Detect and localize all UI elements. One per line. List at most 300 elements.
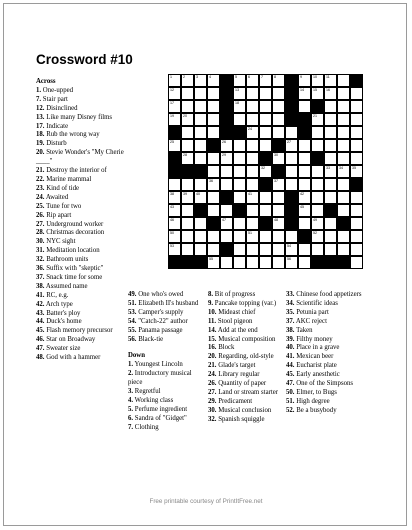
grid-cell[interactable] xyxy=(350,191,363,204)
grid-cell[interactable] xyxy=(220,178,233,191)
grid-cell[interactable] xyxy=(337,74,350,87)
grid-cell[interactable] xyxy=(194,152,207,165)
grid-cell[interactable] xyxy=(233,256,246,269)
grid-cell[interactable] xyxy=(259,256,272,269)
grid-block xyxy=(220,126,233,139)
across-clue xyxy=(36,131,126,140)
grid-cell[interactable] xyxy=(207,230,220,243)
grid-cell[interactable] xyxy=(311,178,324,191)
cell-number: 43 xyxy=(170,205,174,209)
clue-number: 20. xyxy=(36,149,45,157)
grid-cell[interactable] xyxy=(259,74,272,87)
grid-cell[interactable] xyxy=(246,113,259,126)
clue-number: 30. xyxy=(36,238,45,246)
grid-cell[interactable] xyxy=(350,152,363,165)
grid-cell[interactable] xyxy=(324,243,337,256)
grid-cell[interactable] xyxy=(350,87,363,100)
grid-cell[interactable] xyxy=(259,139,272,152)
grid-cell[interactable] xyxy=(246,139,259,152)
grid-cell[interactable] xyxy=(324,74,337,87)
cell-number: 46 xyxy=(170,218,174,222)
grid-block xyxy=(350,178,363,191)
grid-cell[interactable] xyxy=(168,139,181,152)
grid-block xyxy=(220,74,233,87)
down-clue-list xyxy=(128,361,204,432)
crossword-grid xyxy=(168,74,363,269)
grid-cell[interactable] xyxy=(194,126,207,139)
grid-block xyxy=(233,204,246,217)
clue-text: Quantity of paper xyxy=(216,380,267,388)
grid-cell[interactable] xyxy=(350,139,363,152)
grid-cell[interactable] xyxy=(324,87,337,100)
grid-block xyxy=(181,165,194,178)
clue-text: Sweater size xyxy=(44,345,81,353)
across-clue xyxy=(36,185,126,194)
grid-cell[interactable] xyxy=(285,243,298,256)
grid-cell[interactable] xyxy=(311,243,324,256)
grid-cell[interactable] xyxy=(246,204,259,217)
grid-cell[interactable] xyxy=(311,113,324,126)
grid-cell[interactable] xyxy=(207,74,220,87)
cell-number: 47 xyxy=(222,218,226,222)
grid-cell[interactable] xyxy=(337,165,350,178)
grid-cell[interactable] xyxy=(220,256,233,269)
grid-cell[interactable] xyxy=(272,74,285,87)
grid-cell[interactable] xyxy=(324,217,337,230)
grid-cell[interactable] xyxy=(350,243,363,256)
grid-cell[interactable] xyxy=(298,74,311,87)
grid-cell[interactable] xyxy=(207,256,220,269)
across-clue xyxy=(36,310,126,319)
grid-cell[interactable] xyxy=(181,152,194,165)
grid-cell[interactable] xyxy=(350,100,363,113)
clue-text: Eucharist plate xyxy=(294,362,337,370)
down-clue-list-continued-2 xyxy=(286,291,368,416)
grid-cell[interactable] xyxy=(259,204,272,217)
grid-cell[interactable] xyxy=(311,74,324,87)
across-clue xyxy=(36,87,126,96)
grid-cell[interactable] xyxy=(259,126,272,139)
grid-cell[interactable] xyxy=(350,230,363,243)
grid-cell[interactable] xyxy=(181,139,194,152)
grid-cell[interactable] xyxy=(337,152,350,165)
clue-text: Filthy money xyxy=(294,335,333,343)
grid-cell[interactable] xyxy=(324,126,337,139)
grid-cell[interactable] xyxy=(168,87,181,100)
grid-cell[interactable] xyxy=(181,178,194,191)
grid-cell[interactable] xyxy=(285,152,298,165)
clue-text: Youngest Lincoln xyxy=(133,361,183,369)
grid-cell[interactable] xyxy=(298,165,311,178)
grid-cell[interactable] xyxy=(272,217,285,230)
grid-cell[interactable] xyxy=(272,178,285,191)
grid-block xyxy=(324,256,337,269)
cell-number: 19 xyxy=(170,114,174,118)
across-clue xyxy=(36,247,126,256)
grid-cell[interactable] xyxy=(272,204,285,217)
grid-block xyxy=(311,256,324,269)
down-clue xyxy=(208,362,282,371)
down-clue xyxy=(286,327,368,336)
grid-cell[interactable] xyxy=(311,165,324,178)
down-clue xyxy=(208,371,282,380)
across-clue xyxy=(36,212,126,221)
grid-cell[interactable] xyxy=(246,217,259,230)
grid-cell[interactable] xyxy=(272,152,285,165)
down-clue xyxy=(286,309,368,318)
grid-cell[interactable] xyxy=(220,217,233,230)
grid-cell[interactable] xyxy=(324,113,337,126)
across-clue-list xyxy=(36,87,126,363)
cell-number: 42 xyxy=(300,192,304,196)
grid-cell[interactable] xyxy=(246,87,259,100)
grid-cell[interactable] xyxy=(259,243,272,256)
grid-cell[interactable] xyxy=(233,87,246,100)
cell-number: 5 xyxy=(235,75,237,79)
grid-cell[interactable] xyxy=(233,230,246,243)
grid-cell[interactable] xyxy=(337,87,350,100)
grid-cell[interactable] xyxy=(194,100,207,113)
grid-cell[interactable] xyxy=(168,217,181,230)
grid-cell[interactable] xyxy=(207,87,220,100)
grid-cell[interactable] xyxy=(168,230,181,243)
grid-cell[interactable] xyxy=(298,256,311,269)
clue-text: Tune for two xyxy=(44,202,82,210)
down-clue xyxy=(128,415,204,424)
grid-cell[interactable] xyxy=(298,178,311,191)
grid-block xyxy=(324,204,337,217)
grid-cell[interactable] xyxy=(298,204,311,217)
clue-text: Be a busybody xyxy=(294,406,337,414)
grid-cell[interactable] xyxy=(285,126,298,139)
grid-cell[interactable] xyxy=(246,126,259,139)
grid-cell[interactable] xyxy=(337,139,350,152)
clue-number: 55. xyxy=(128,326,137,334)
grid-cell[interactable] xyxy=(207,178,220,191)
grid-cell[interactable] xyxy=(259,113,272,126)
grid-cell[interactable] xyxy=(207,113,220,126)
clue-number: 37. xyxy=(36,273,45,281)
clue-text: NYC sight xyxy=(44,238,76,246)
across-clue xyxy=(36,354,126,363)
grid-cell[interactable] xyxy=(311,230,324,243)
grid-cell[interactable] xyxy=(220,204,233,217)
cell-number: 45 xyxy=(300,205,304,209)
grid-cell[interactable] xyxy=(181,217,194,230)
grid-cell[interactable] xyxy=(311,191,324,204)
grid-cell[interactable] xyxy=(168,204,181,217)
cell-number: 24 xyxy=(248,127,252,131)
grid-cell[interactable] xyxy=(350,217,363,230)
grid-cell[interactable] xyxy=(220,165,233,178)
grid-cell[interactable] xyxy=(337,204,350,217)
grid-cell[interactable] xyxy=(181,230,194,243)
clue-number: 42. xyxy=(36,300,45,308)
grid-cell[interactable] xyxy=(337,113,350,126)
grid-cell[interactable] xyxy=(181,126,194,139)
grid-cell[interactable] xyxy=(350,256,363,269)
grid-cell[interactable] xyxy=(324,178,337,191)
grid-cell[interactable] xyxy=(350,113,363,126)
across-clue xyxy=(128,300,204,309)
grid-cell[interactable] xyxy=(207,100,220,113)
grid-cell[interactable] xyxy=(181,113,194,126)
grid-cell[interactable] xyxy=(272,191,285,204)
cell-number: 39 xyxy=(183,192,187,196)
grid-cell[interactable] xyxy=(259,100,272,113)
grid-cell[interactable] xyxy=(285,165,298,178)
grid-cell[interactable] xyxy=(272,256,285,269)
grid-cell[interactable] xyxy=(337,230,350,243)
grid-block xyxy=(285,87,298,100)
clue-text: Introductory musical piece xyxy=(128,370,192,387)
grid-cell[interactable] xyxy=(311,87,324,100)
grid-cell[interactable] xyxy=(233,217,246,230)
grid-cell[interactable] xyxy=(246,74,259,87)
grid-cell[interactable] xyxy=(311,204,324,217)
grid-cell[interactable] xyxy=(194,243,207,256)
clue-number: 32. xyxy=(36,256,45,264)
grid-cell[interactable] xyxy=(337,126,350,139)
cell-number: 36 xyxy=(209,179,213,183)
grid-cell[interactable] xyxy=(259,87,272,100)
grid-cell[interactable] xyxy=(298,217,311,230)
cell-number: 30 xyxy=(274,153,278,157)
grid-cell[interactable] xyxy=(181,87,194,100)
across-clue xyxy=(36,123,126,132)
clue-text: Rip apart xyxy=(44,211,72,219)
grid-block xyxy=(220,191,233,204)
grid-cell[interactable] xyxy=(337,243,350,256)
grid-cell[interactable] xyxy=(246,230,259,243)
clue-text: Disinclined xyxy=(44,104,78,112)
grid-cell[interactable] xyxy=(298,191,311,204)
clue-text: Regarding, old-style xyxy=(216,353,274,361)
grid-cell[interactable] xyxy=(259,165,272,178)
clue-text: Spanish squiggle xyxy=(216,415,265,423)
grid-block xyxy=(285,100,298,113)
grid-cell[interactable] xyxy=(298,139,311,152)
grid-cell[interactable] xyxy=(220,139,233,152)
grid-block xyxy=(194,165,207,178)
across-clue xyxy=(36,336,126,345)
down-clue xyxy=(286,362,368,371)
clue-number: 47. xyxy=(286,380,295,388)
clue-column-3 xyxy=(208,291,282,425)
grid-cell[interactable] xyxy=(324,165,337,178)
grid-cell[interactable] xyxy=(298,87,311,100)
cell-number: 16 xyxy=(326,88,330,92)
grid-cell[interactable] xyxy=(220,152,233,165)
down-clue xyxy=(208,344,282,353)
grid-cell[interactable] xyxy=(298,100,311,113)
grid-cell[interactable] xyxy=(181,191,194,204)
grid-cell[interactable] xyxy=(168,178,181,191)
clue-text: Library regular xyxy=(216,371,260,379)
grid-cell[interactable] xyxy=(272,87,285,100)
grid-cell[interactable] xyxy=(246,178,259,191)
clue-text: Mexican beer xyxy=(294,353,334,361)
grid-block xyxy=(311,152,324,165)
clue-number: 10. xyxy=(208,308,217,316)
grid-cell[interactable] xyxy=(233,165,246,178)
grid-cell[interactable] xyxy=(194,178,207,191)
down-clue xyxy=(128,424,204,433)
cell-number: 34 xyxy=(339,166,343,170)
footer-credit: Free printable courtesy of PrintItFree.net xyxy=(149,498,263,505)
grid-cell[interactable] xyxy=(194,139,207,152)
grid-cell[interactable] xyxy=(220,230,233,243)
grid-block xyxy=(181,256,194,269)
grid-cell[interactable] xyxy=(194,191,207,204)
cell-number: 12 xyxy=(170,88,174,92)
grid-cell[interactable] xyxy=(207,204,220,217)
grid-cell[interactable] xyxy=(324,191,337,204)
cell-number: 1 xyxy=(170,75,172,79)
grid-cell[interactable] xyxy=(181,204,194,217)
grid-cell[interactable] xyxy=(324,139,337,152)
grid-cell[interactable] xyxy=(298,152,311,165)
grid-cell[interactable] xyxy=(207,165,220,178)
clue-text: Bit of progress xyxy=(213,291,256,298)
grid-cell[interactable] xyxy=(350,165,363,178)
grid-block xyxy=(298,230,311,243)
grid-cell[interactable] xyxy=(194,230,207,243)
clue-number: 48. xyxy=(36,354,45,362)
grid-cell[interactable] xyxy=(337,178,350,191)
grid-cell[interactable] xyxy=(207,191,220,204)
clue-text: Predicament xyxy=(216,397,253,405)
grid-cell[interactable] xyxy=(233,74,246,87)
down-clue xyxy=(286,407,368,416)
grid-cell[interactable] xyxy=(168,74,181,87)
grid-cell[interactable] xyxy=(285,256,298,269)
grid-cell[interactable] xyxy=(207,243,220,256)
grid-cell[interactable] xyxy=(168,113,181,126)
grid-cell[interactable] xyxy=(181,100,194,113)
grid-block xyxy=(259,178,272,191)
grid-cell[interactable] xyxy=(324,230,337,243)
clue-number: 15. xyxy=(208,335,217,343)
clue-text: High degree xyxy=(294,397,330,405)
grid-cell[interactable] xyxy=(168,243,181,256)
grid-cell[interactable] xyxy=(285,139,298,152)
grid-cell[interactable] xyxy=(272,113,285,126)
grid-cell[interactable] xyxy=(233,178,246,191)
grid-cell[interactable] xyxy=(350,204,363,217)
clue-number: 25. xyxy=(36,202,45,210)
grid-cell[interactable] xyxy=(350,126,363,139)
grid-cell[interactable] xyxy=(246,152,259,165)
grid-cell[interactable] xyxy=(272,243,285,256)
clue-text: Place in a grave xyxy=(294,344,340,352)
grid-block xyxy=(207,217,220,230)
grid-cell[interactable] xyxy=(233,139,246,152)
down-clue xyxy=(208,336,282,345)
grid-cell[interactable] xyxy=(285,178,298,191)
clue-text: Stevie Wonder's "My Cherie ____" xyxy=(36,149,124,166)
clue-text: Stool pigeon xyxy=(216,317,253,325)
down-clue xyxy=(286,291,368,300)
cell-number: 20 xyxy=(183,114,187,118)
across-clue xyxy=(128,291,204,300)
down-clue xyxy=(208,407,282,416)
grid-cell[interactable] xyxy=(285,230,298,243)
grid-cell[interactable] xyxy=(233,191,246,204)
down-clue xyxy=(208,327,282,336)
cell-number: 40 xyxy=(196,192,200,196)
grid-cell[interactable] xyxy=(246,165,259,178)
grid-cell[interactable] xyxy=(246,191,259,204)
grid-cell[interactable] xyxy=(337,191,350,204)
across-clue xyxy=(36,229,126,238)
down-clue xyxy=(286,389,368,398)
grid-cell[interactable] xyxy=(272,126,285,139)
grid-cell[interactable] xyxy=(181,74,194,87)
clue-text: Add at the end xyxy=(216,326,258,334)
grid-block xyxy=(285,113,298,126)
down-clue xyxy=(286,353,368,362)
clue-number: 53. xyxy=(128,308,137,316)
clue-number: 21. xyxy=(208,362,217,370)
grid-cell[interactable] xyxy=(233,243,246,256)
grid-cell[interactable] xyxy=(194,74,207,87)
grid-cell[interactable] xyxy=(324,152,337,165)
grid-cell[interactable] xyxy=(168,100,181,113)
clue-text: Elizabeth II's husband xyxy=(136,299,199,307)
grid-cell[interactable] xyxy=(337,100,350,113)
cell-number: 15 xyxy=(313,88,317,92)
grid-cell[interactable] xyxy=(311,217,324,230)
clue-number: 52. xyxy=(286,406,295,414)
clue-number: 51. xyxy=(286,397,295,405)
cell-number: 17 xyxy=(170,101,174,105)
grid-cell[interactable] xyxy=(194,87,207,100)
down-clue xyxy=(208,398,282,407)
grid-cell[interactable] xyxy=(207,126,220,139)
grid-cell[interactable] xyxy=(194,113,207,126)
grid-cell[interactable] xyxy=(246,100,259,113)
across-clue xyxy=(36,274,126,283)
clue-number: 50. xyxy=(286,388,295,396)
cell-number: 32 xyxy=(261,166,265,170)
clue-number: 1. xyxy=(128,361,134,369)
clue-number: 41. xyxy=(286,353,295,361)
grid-cell[interactable] xyxy=(246,243,259,256)
grid-cell[interactable] xyxy=(259,191,272,204)
clue-number: 22. xyxy=(36,175,45,183)
clue-number: 26. xyxy=(36,211,45,219)
grid-cell[interactable] xyxy=(194,217,207,230)
grid-cell[interactable] xyxy=(233,152,246,165)
clue-number: 11. xyxy=(208,317,217,325)
grid-cell[interactable] xyxy=(311,139,324,152)
across-clue xyxy=(36,327,126,336)
grid-cell[interactable] xyxy=(298,243,311,256)
grid-cell[interactable] xyxy=(311,126,324,139)
grid-cell[interactable] xyxy=(246,256,259,269)
grid-cell[interactable] xyxy=(233,113,246,126)
grid-cell[interactable] xyxy=(168,191,181,204)
grid-cell[interactable] xyxy=(272,230,285,243)
grid-cell[interactable] xyxy=(259,230,272,243)
grid-cell[interactable] xyxy=(181,243,194,256)
grid-cell[interactable] xyxy=(233,100,246,113)
grid-cell[interactable] xyxy=(272,100,285,113)
grid-cell[interactable] xyxy=(324,100,337,113)
clue-column-1 xyxy=(36,78,126,363)
grid-cell[interactable] xyxy=(207,152,220,165)
